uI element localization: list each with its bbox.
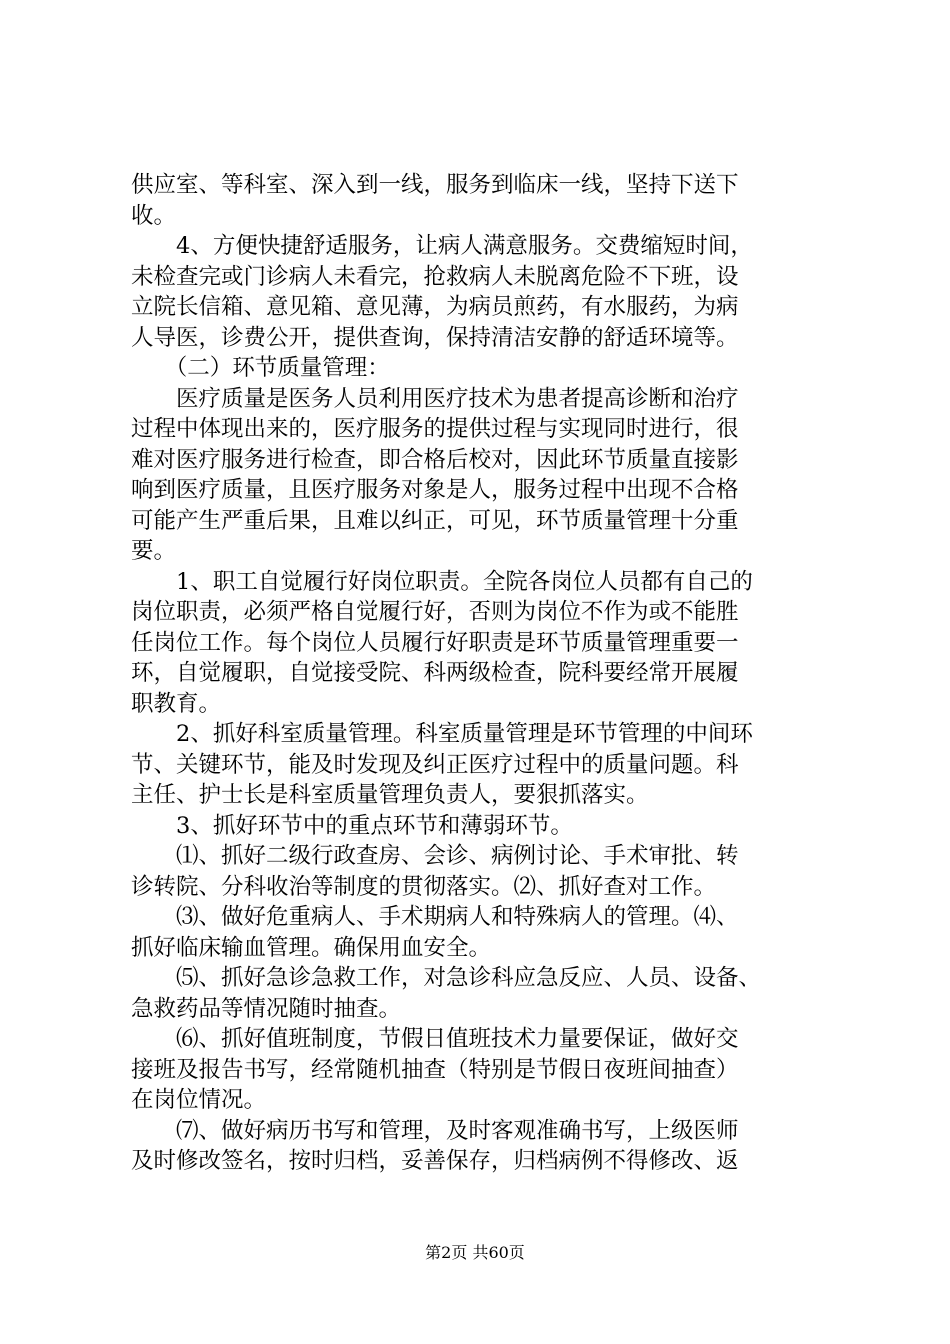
text-line: ⑴、抓好二级行政查房、会诊、病例讨论、手术审批、转: [131, 843, 739, 869]
text-line: ⑺、做好病历书写和管理，及时客观准确书写，上级医师: [131, 1117, 739, 1144]
text-line: 急救药品等情况随时抽查。: [131, 995, 402, 1022]
text-line: 环，自觉履职，自觉接受院、科两级检查，院科要经常开展履: [131, 660, 739, 686]
text-line: 抓好临床输血管理。确保用血安全。: [131, 934, 492, 961]
text-line: 过程中体现出来的，医疗服务的提供过程与实现同时进行，很: [131, 416, 739, 442]
text-line: 立院长信箱、意见箱、意见薄，为病员煎药，有水服药，为病: [131, 294, 739, 320]
text-line: 职教育。: [131, 690, 222, 717]
text-line: 主任、护士长是科室质量管理负责人，要狠抓落实。: [131, 782, 649, 808]
text-line: 节、关键环节，能及时发现及纠正医疗过程中的质量问题。科: [131, 751, 739, 778]
text-line: 1、职工自觉履行好岗位职责。全院各岗位人员都有自己的: [131, 568, 753, 595]
text-line: ⑹、抓好值班制度，节假日值班技术力量要保证，做好交: [131, 1026, 739, 1052]
text-line: 未检查完或门诊病人未看完，抢救病人未脱离危险不下班，设: [131, 263, 739, 290]
text-line: ⑸、抓好急诊急救工作，对急诊科应急反应、人员、设备、: [131, 965, 762, 991]
text-line: 诊转院、分科收治等制度的贯彻落实。⑵、抓好查对工作。: [131, 873, 717, 900]
section-heading: （二）环节质量管理：: [131, 355, 390, 381]
text-line: 医疗质量是医务人员利用医疗技术为患者提高诊断和治疗: [131, 385, 739, 412]
text-line: ⑶、做好危重病人、手术期病人和特殊病人的管理。⑷、: [131, 904, 739, 930]
page-number-footer: 第2页 共60页: [425, 1243, 525, 1262]
text-line: 可能产生严重后果，且难以纠正，可见，环节质量管理十分重: [131, 507, 739, 534]
text-line: 要。: [131, 538, 177, 564]
text-line: 岗位职责，必须严格自觉履行好，否则为岗位不作为或不能胜: [131, 599, 739, 625]
text-line: 在岗位情况。: [131, 1087, 267, 1113]
document-body: [131, 170, 831, 1177]
text-line: 收。: [131, 202, 177, 229]
text-line: 3、抓好环节中的重点环节和薄弱环节。: [131, 812, 573, 839]
text-line: 及时修改签名，按时归档，妥善保存，归档病例不得修改、返: [131, 1148, 739, 1174]
text-line: 难对医疗服务进行检查，即合格后校对，因此环节质量直接影: [131, 446, 739, 473]
text-line: 接班及报告书写，经常随机抽查（特别是节假日夜班间抽查）: [131, 1056, 739, 1083]
text-line: 人导医，诊费公开，提供查询，保持清洁安静的舒适环境等。: [131, 324, 739, 351]
text-line: 供应室、等科室、深入到一线，服务到临床一线，坚持下送下: [131, 172, 739, 198]
text-line: 4、方便快捷舒适服务，让病人满意服务。交费缩短时间，: [131, 233, 753, 259]
text-line: 响到医疗质量，且医疗服务对象是人，服务过程中出现不合格: [131, 477, 739, 503]
text-line: 任岗位工作。每个岗位人员履行好职责是环节质量管理重要一: [131, 629, 739, 656]
text-line: 2、抓好科室质量管理。科室质量管理是环节管理的中间环: [131, 721, 753, 747]
